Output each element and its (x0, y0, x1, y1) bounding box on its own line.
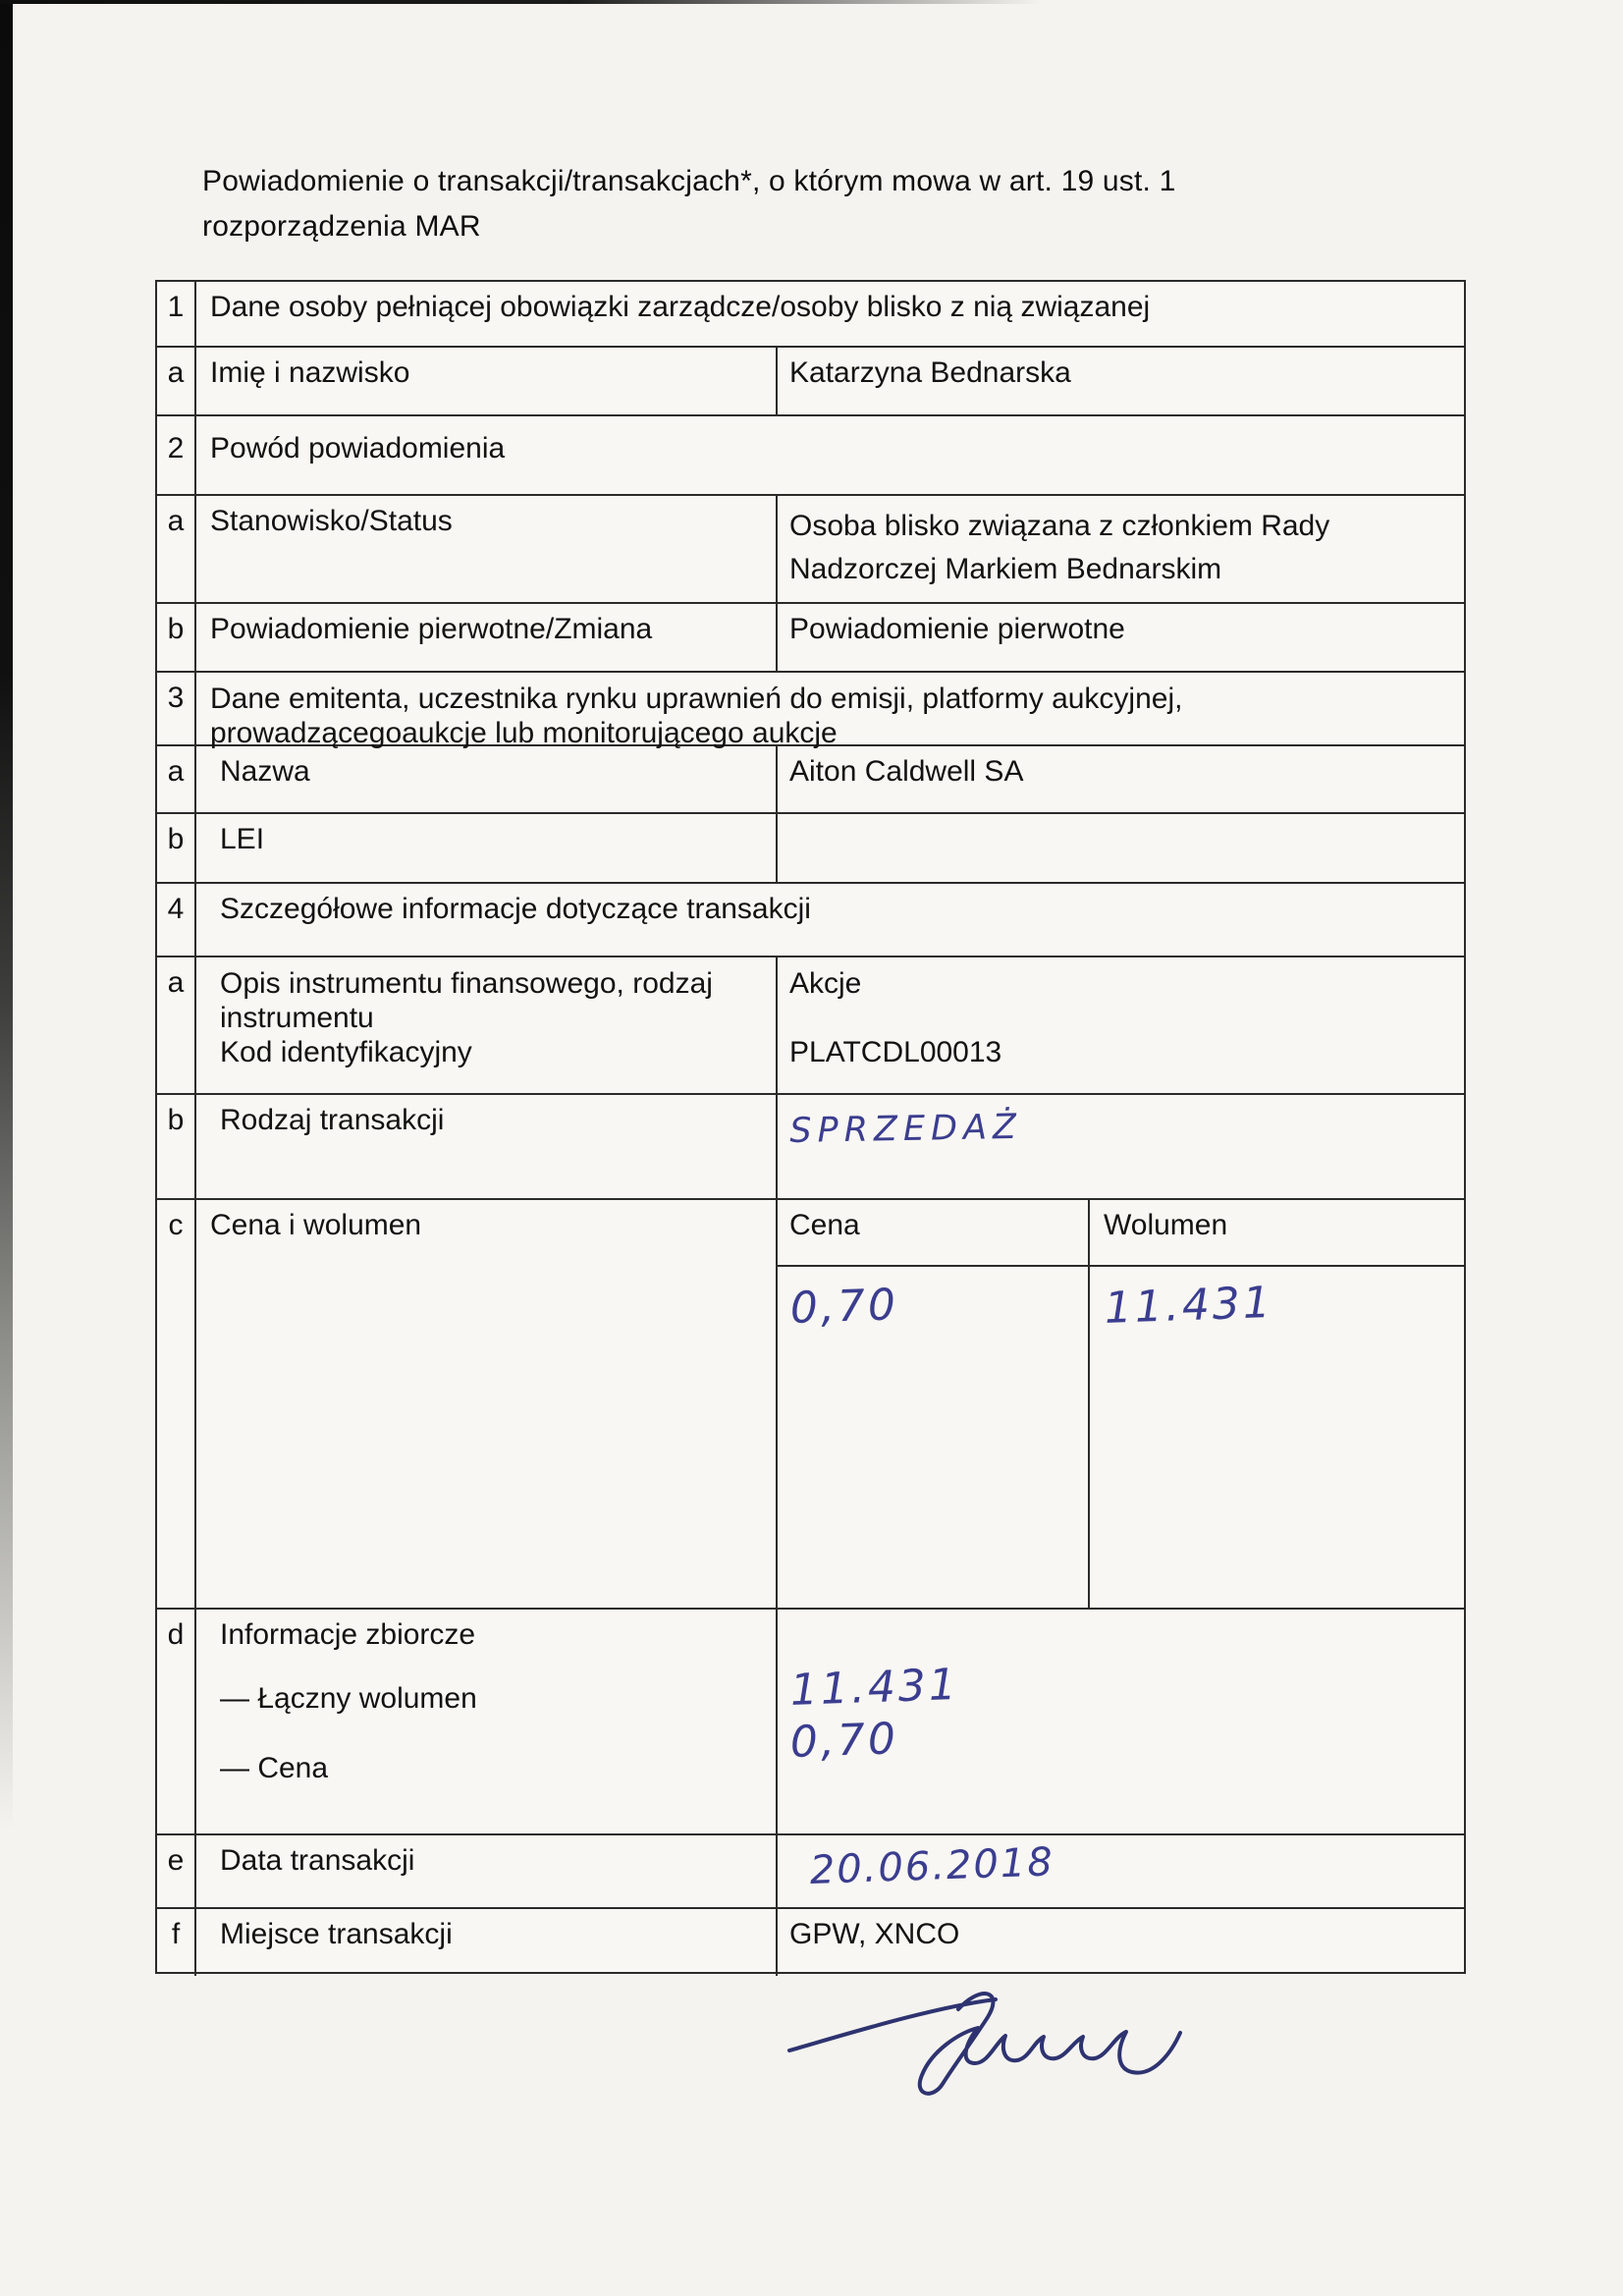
handwritten-date: 20.06.2018 (809, 1839, 1055, 1893)
instrument-label-line3: Kod identyfikacyjny (220, 1036, 472, 1068)
row-4a (157, 957, 1464, 1095)
instrument-value-type: Akcje (789, 967, 862, 1000)
row-4-section (157, 884, 1464, 957)
row-4e (157, 1835, 1464, 1909)
row-4c (157, 1200, 1464, 1610)
section-1-heading: Dane osoby pełniącej obowiązki zarządcze/osoby blisko z nią związanej (210, 291, 1151, 323)
instrument-value-code: PLATCDL00013 (789, 1036, 1002, 1068)
field-value-lei (778, 814, 1464, 882)
row-letter: e (157, 1835, 196, 1907)
field-label-transaction-type: Rodzaj transakcji (196, 1095, 778, 1198)
row-letter: c (157, 1200, 196, 1608)
row-number: 1 (157, 282, 196, 346)
row-4f (157, 1909, 1464, 1976)
row-letter: a (157, 496, 196, 602)
row-letter: a (157, 746, 196, 812)
field-label-place: Miejsce transakcji (196, 1909, 778, 1976)
handwritten-price: 0,70 (789, 1280, 899, 1334)
notification-table (155, 280, 1466, 1974)
signature (746, 1978, 1184, 2105)
field-label-instrument (196, 957, 778, 1093)
row-4d (157, 1610, 1464, 1835)
row-number: 3 (157, 673, 196, 744)
document-title (202, 159, 1361, 249)
row-letter: a (157, 957, 196, 1093)
aggregated-volume-label: — Łączny wolumen (220, 1682, 477, 1715)
price-volume-value-row (778, 1267, 1464, 1608)
field-label-status: Stanowisko/Status (196, 496, 778, 602)
price-volume-header-row (778, 1200, 1464, 1267)
section-2-heading: Powód powiadomienia (210, 432, 506, 465)
field-value-issuer: Aiton Caldwell SA (789, 755, 1024, 788)
row-letter: f (157, 1909, 196, 1976)
field-label-name: Imię i nazwisko (196, 348, 778, 414)
field-label-date: Data transakcji (196, 1835, 778, 1907)
row-1a (157, 348, 1464, 416)
row-1-section (157, 282, 1464, 348)
handwritten-total-volume: 11.431 (789, 1659, 960, 1716)
handwritten-volume: 11.431 (1104, 1277, 1274, 1334)
row-letter: d (157, 1610, 196, 1833)
field-label-aggregated (196, 1610, 778, 1833)
field-value-aggregated (778, 1610, 1464, 1833)
price-column-header: Cena (778, 1200, 1090, 1265)
signature-drawing (746, 1978, 1184, 2105)
scan-edge-artifact-top (0, 0, 1041, 4)
price-volume-subtable (778, 1200, 1464, 1608)
section-4-heading: Szczegółowe informacje dotyczące transakcji (220, 893, 811, 925)
row-letter: b (157, 604, 196, 671)
section-3-heading: Dane emitenta, uczestnika rynku uprawnień do emisji, platformy aukcyjnej, prowadzącegoaukcje lub monitorującego aukcje (210, 683, 1183, 749)
field-value-instrument (778, 957, 1464, 1093)
row-3b (157, 814, 1464, 884)
row-4b (157, 1095, 1464, 1200)
field-label-lei: LEI (196, 814, 778, 882)
field-value-notification-type: Powiadomienie pierwotne (789, 613, 1125, 645)
row-3a (157, 746, 1464, 814)
field-value-status: Osoba blisko związana z członkiem Rady Nadzorczej Markiem Bednarskim (789, 510, 1330, 585)
aggregated-heading: Informacje zbiorcze (220, 1618, 476, 1651)
row-letter: b (157, 1095, 196, 1198)
row-number: 4 (157, 884, 196, 956)
row-letter: a (157, 348, 196, 414)
handwritten-transaction-type: SPRZEDAŻ (789, 1107, 1023, 1151)
field-value-name: Katarzyna Bednarska (789, 356, 1071, 389)
row-2b (157, 604, 1464, 673)
field-label-issuer: Nazwa (196, 746, 778, 812)
title-line-2: rozporządzenia MAR (202, 210, 481, 243)
row-2-section (157, 416, 1464, 496)
handwritten-total-price: 0,70 (789, 1714, 899, 1768)
field-label-price-volume: Cena i wolumen (196, 1200, 778, 1608)
volume-column-header: Wolumen (1104, 1209, 1228, 1241)
scan-edge-artifact-left (0, 0, 13, 1866)
field-label-notification-type: Powiadomienie pierwotne/Zmiana (196, 604, 778, 671)
field-value-place: GPW, XNCO (789, 1918, 960, 1950)
title-line-1: Powiadomienie o transakcji/transakcjach*, o którym mowa w art. 19 ust. 1 (202, 165, 1176, 197)
row-number: 2 (157, 416, 196, 494)
row-2a (157, 496, 1464, 604)
instrument-label-line1: Opis instrumentu finansowego, rodzaj (220, 967, 713, 1000)
row-3-section (157, 673, 1464, 749)
aggregated-price-label: — Cena (220, 1752, 329, 1784)
row-letter: b (157, 814, 196, 882)
instrument-label-line2: instrumentu (220, 1002, 374, 1034)
